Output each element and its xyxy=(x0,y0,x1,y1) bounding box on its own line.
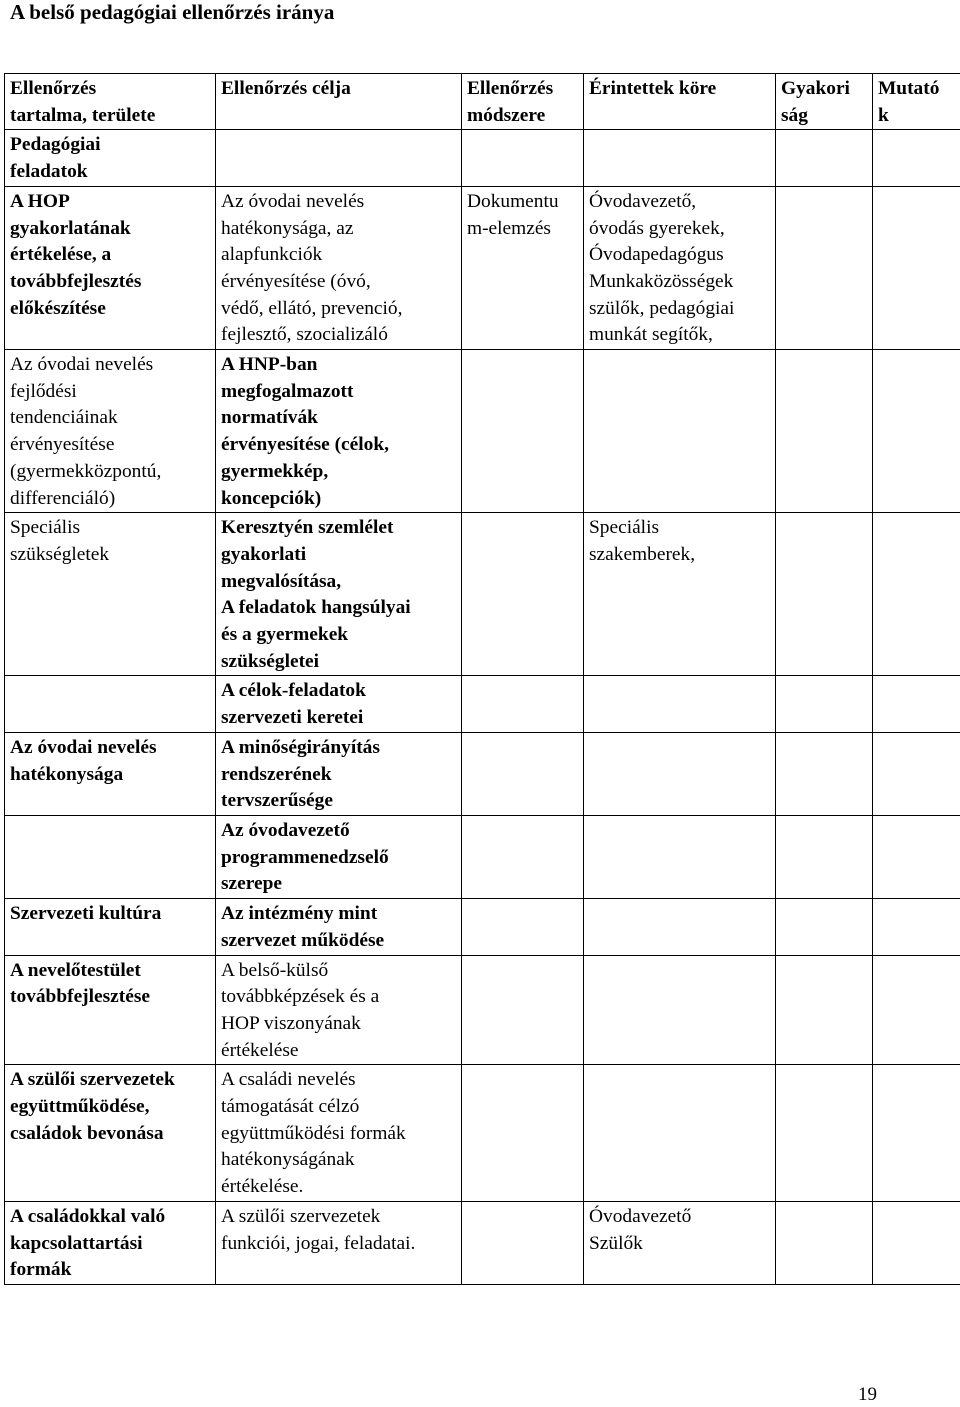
cell-method xyxy=(462,815,584,898)
cell-content: A szülői szervezetek együttműködése, családok bevonása xyxy=(5,1065,216,1202)
cell-indicators xyxy=(873,513,960,676)
cell-goal: A minőségirányítás rendszerének tervszerűsége xyxy=(216,732,462,815)
cell-affected: Speciális szakemberek, xyxy=(584,513,776,676)
cell-method xyxy=(462,130,584,186)
cell-goal: Az intézmény mint szervezet működése xyxy=(216,899,462,955)
header-row xyxy=(5,74,960,130)
cell-affected: Óvodavezető Szülők xyxy=(584,1201,776,1284)
cell-goal: A célok-feladatok szervezeti keretei xyxy=(216,676,462,732)
cell-content xyxy=(5,676,216,732)
table-row xyxy=(5,1065,960,1202)
control-table xyxy=(4,73,960,1285)
column-header-affected: Érintettek köre xyxy=(584,74,776,130)
cell-method xyxy=(462,899,584,955)
cell-content: Pedagógiai feladatok xyxy=(5,130,216,186)
cell-goal: Keresztyén szemlélet gyakorlati megvalósítása, A feladatok hangsúlyai és a gyermekek szükségletei xyxy=(216,513,462,676)
cell-method xyxy=(462,955,584,1065)
cell-frequency xyxy=(776,186,873,349)
table-row xyxy=(5,130,960,186)
cell-goal: A HNP-ban megfogalmazott normatívák érvényesítése (célok, gyermekkép, koncepciók) xyxy=(216,350,462,513)
cell-frequency xyxy=(776,955,873,1065)
cell-frequency xyxy=(776,732,873,815)
page-number: 19 xyxy=(858,1384,877,1405)
cell-frequency xyxy=(776,130,873,186)
table-row xyxy=(5,676,960,732)
cell-affected xyxy=(584,732,776,815)
cell-indicators xyxy=(873,815,960,898)
table-row xyxy=(5,513,960,676)
cell-method: Dokumentu m-elemzés xyxy=(462,186,584,349)
cell-content: Az óvodai nevelés hatékonysága xyxy=(5,732,216,815)
cell-method xyxy=(462,1065,584,1202)
cell-affected xyxy=(584,899,776,955)
cell-affected xyxy=(584,955,776,1065)
column-header-frequency: Gyakori ság xyxy=(776,74,873,130)
table-row xyxy=(5,1201,960,1284)
cell-content: A nevelőtestület továbbfejlesztése xyxy=(5,955,216,1065)
column-header-goal: Ellenőrzés célja xyxy=(216,74,462,130)
cell-frequency xyxy=(776,350,873,513)
table-row xyxy=(5,899,960,955)
cell-method xyxy=(462,350,584,513)
cell-indicators xyxy=(873,350,960,513)
page-heading: A belső pedagógiai ellenőrzés iránya xyxy=(10,0,335,24)
cell-content: Szervezeti kultúra xyxy=(5,899,216,955)
table-row xyxy=(5,732,960,815)
cell-indicators xyxy=(873,1201,960,1284)
cell-affected xyxy=(584,350,776,513)
cell-goal: A szülői szervezetek funkciói, jogai, feladatai. xyxy=(216,1201,462,1284)
cell-indicators xyxy=(873,732,960,815)
column-header-method: Ellenőrzés módszere xyxy=(462,74,584,130)
cell-frequency xyxy=(776,899,873,955)
cell-goal: A belső-külső továbbképzések és a HOP viszonyának értékelése xyxy=(216,955,462,1065)
cell-frequency xyxy=(776,815,873,898)
cell-goal xyxy=(216,130,462,186)
cell-content: Speciális szükségletek xyxy=(5,513,216,676)
cell-indicators xyxy=(873,1065,960,1202)
cell-affected xyxy=(584,130,776,186)
cell-affected xyxy=(584,815,776,898)
cell-content xyxy=(5,815,216,898)
cell-method xyxy=(462,676,584,732)
table-row xyxy=(5,955,960,1065)
cell-goal: Az óvodavezető programmenedzselő szerepe xyxy=(216,815,462,898)
cell-method xyxy=(462,513,584,676)
table-row xyxy=(5,350,960,513)
cell-indicators xyxy=(873,676,960,732)
cell-indicators xyxy=(873,899,960,955)
cell-content: A családokkal való kapcsolattartási formák xyxy=(5,1201,216,1284)
column-header-content: Ellenőrzés tartalma, területe xyxy=(5,74,216,130)
cell-indicators xyxy=(873,186,960,349)
cell-frequency xyxy=(776,676,873,732)
cell-content: Az óvodai nevelés fejlődési tendenciáinak érvényesítése (gyermekközpontú, differenciáló) xyxy=(5,350,216,513)
table-row xyxy=(5,815,960,898)
column-header-indicators: Mutató k xyxy=(873,74,960,130)
cell-frequency xyxy=(776,1065,873,1202)
cell-method xyxy=(462,1201,584,1284)
cell-method xyxy=(462,732,584,815)
cell-affected xyxy=(584,676,776,732)
cell-affected: Óvodavezető, óvodás gyerekek, Óvodapedagógus Munkaközösségek szülők, pedagógiai munkát segítők, xyxy=(584,186,776,349)
cell-goal: A családi nevelés támogatását célzó együttműködési formák hatékonyságának értékelése. xyxy=(216,1065,462,1202)
cell-indicators xyxy=(873,955,960,1065)
cell-indicators xyxy=(873,130,960,186)
table-row xyxy=(5,186,960,349)
cell-content: A HOP gyakorlatának értékelése, a továbbfejlesztés előkészítése xyxy=(5,186,216,349)
cell-affected xyxy=(584,1065,776,1202)
cell-goal: Az óvodai nevelés hatékonysága, az alapfunkciók érvényesítése (óvó, védő, ellátó, prevenció, fejlesztő, szocializáló xyxy=(216,186,462,349)
cell-frequency xyxy=(776,513,873,676)
cell-frequency xyxy=(776,1201,873,1284)
